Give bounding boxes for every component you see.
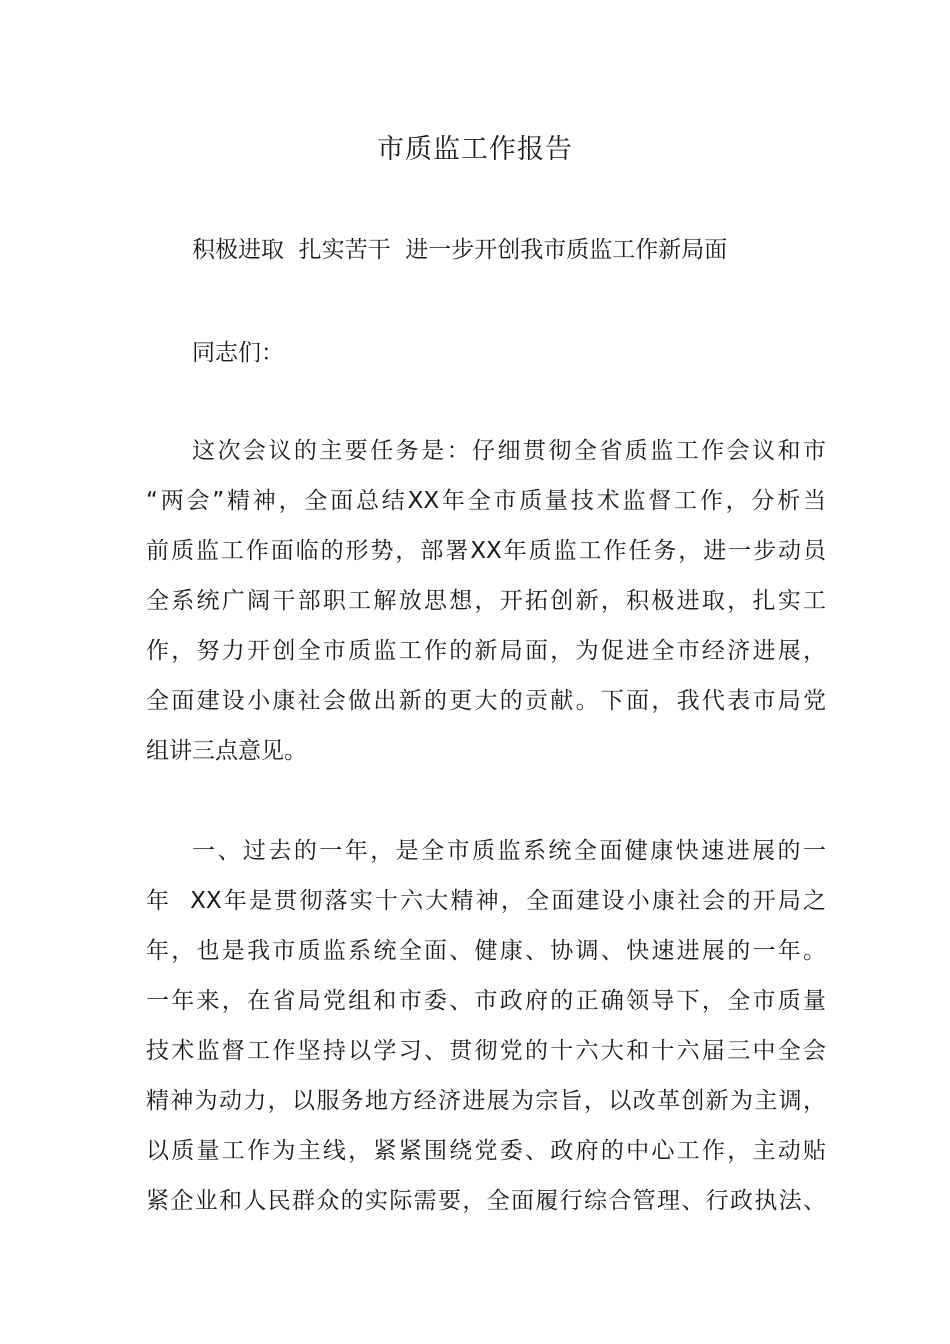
paragraph-line: 一、过去的一年，是全市质监系统全面健康快速进展的一 (192, 838, 826, 864)
paragraph-line: 这次会议的主要任务是：仔细贯彻全省质监工作会议和市 (192, 438, 826, 464)
paragraph-line: 以质量工作为主线，紧紧围绕党委、政府的中心工作，主动贴 (146, 1138, 826, 1164)
paragraph-line: 年，也是我市质监系统全面、健康、协调、快速进展的一年。 (146, 938, 826, 964)
paragraph-line: “两会”精神，全面总结XX年全市质量技术监督工作，分析当 (146, 488, 826, 514)
paragraph-past-year-review (146, 826, 826, 1226)
document-title: 市质监工作报告 (377, 134, 573, 165)
paragraph-line: 技术监督工作坚持以学习、贯彻党的十六大和十六届三中全会 (146, 1038, 826, 1064)
document-subtitle: 积极进取 扎实苦干 进一步开创我市质监工作新局面 (192, 237, 728, 263)
paragraph-line: 全系统广阔干部职工解放思想，开拓创新，积极进取，扎实工 (146, 588, 826, 614)
paragraph-meeting-tasks (146, 426, 826, 776)
paragraph-line: 作，努力开创全市质监工作的新局面，为促进全市经济进展， (146, 638, 826, 664)
paragraph-line: 紧企业和人民群众的实际需要，全面履行综合管理、行政执法、 (146, 1188, 826, 1214)
paragraph-line: 精神为动力，以服务地方经济进展为宗旨，以改革创新为主调， (146, 1088, 826, 1114)
paragraph-line: 全面建设小康社会做出新的更大的贡献。下面，我代表市局党 (146, 688, 826, 714)
paragraph-line: 组讲三点意见。 (146, 738, 307, 764)
paragraph-line: 一年来，在省局党组和市委、市政府的正确领导下，全市质量 (146, 988, 826, 1014)
paragraph-line: 年 XX年是贯彻落实十六大精神，全面建设小康社会的开局之 (146, 888, 826, 914)
paragraph-line: 前质监工作面临的形势，部署XX年质监工作任务，进一步动员 (146, 538, 826, 564)
salutation: 同志们： (192, 340, 284, 366)
